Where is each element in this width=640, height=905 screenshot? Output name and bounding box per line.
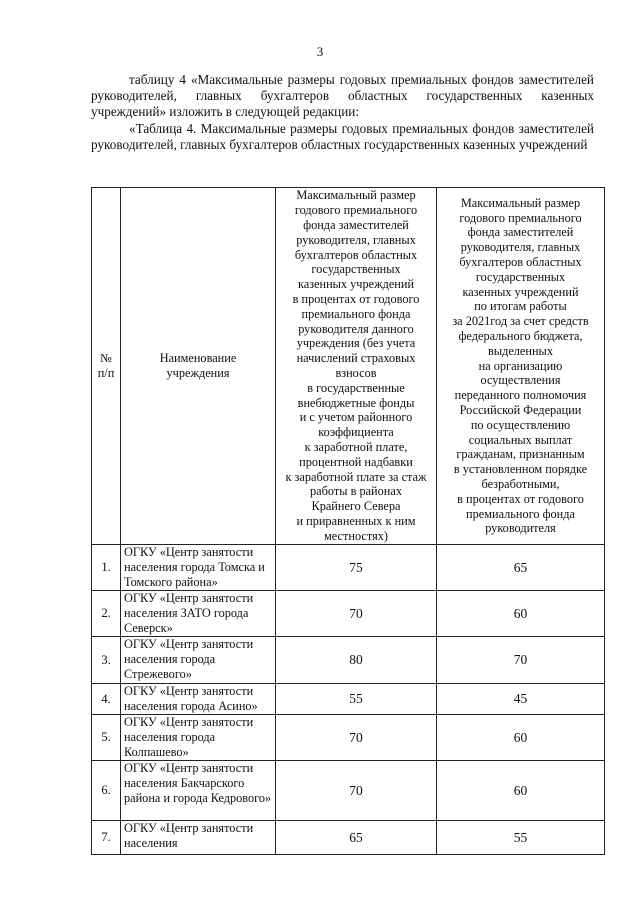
table-header-row xyxy=(92,188,605,545)
institution-name: ОГКУ «Центр занятости населения города Томска и Томского района» xyxy=(121,545,276,591)
regional-percent: 70 xyxy=(276,761,437,821)
institution-name: ОГКУ «Центр занятости населения города Асино» xyxy=(121,684,276,715)
row-number: 2. xyxy=(92,591,121,637)
federal-percent: 60 xyxy=(437,761,605,821)
federal-percent: 45 xyxy=(437,684,605,715)
institution-name: ОГКУ «Центр занятости населения Бакчарского района и города Кедрового» xyxy=(121,761,276,821)
row-number: 6. xyxy=(92,761,121,821)
table-row xyxy=(92,591,605,637)
header-num: № п/п xyxy=(92,188,121,545)
row-number: 7. xyxy=(92,821,121,855)
federal-percent: 60 xyxy=(437,591,605,637)
federal-percent: 55 xyxy=(437,821,605,855)
institution-name: ОГКУ «Центр занятости населения ЗАТО города Северск» xyxy=(121,591,276,637)
federal-percent: 60 xyxy=(437,715,605,761)
table-row xyxy=(92,545,605,591)
intro-text xyxy=(91,72,594,153)
table-row xyxy=(92,637,605,684)
row-number: 3. xyxy=(92,637,121,684)
row-number: 4. xyxy=(92,684,121,715)
regional-percent: 65 xyxy=(276,821,437,855)
institution-name: ОГКУ «Центр занятости населения города Колпашево» xyxy=(121,715,276,761)
premium-fund-table xyxy=(91,187,605,855)
table-row xyxy=(92,761,605,821)
header-max-percent-federal: Максимальный размер годового премиального фонда заместителей руководителя, главных бухгалтеров областных государственных казенных учреждений по итогам работы за 2021год за счет средств федерального бюджета, выделенных на организацию осуществления переданного полномочия Российской Федерации по осуществлению социальных выплат гражданам, признанным в установленном порядке безработными, в процентах от годового премиального фонда руководителя xyxy=(437,188,605,545)
page-number: 3 xyxy=(316,44,324,59)
regional-percent: 75 xyxy=(276,545,437,591)
federal-percent: 65 xyxy=(437,545,605,591)
regional-percent: 70 xyxy=(276,591,437,637)
row-number: 1. xyxy=(92,545,121,591)
institution-name: ОГКУ «Центр занятости населения города Стрежевого» xyxy=(121,637,276,684)
row-number: 5. xyxy=(92,715,121,761)
header-max-percent-regional: Максимальный размер годового премиального фонда заместителей руководителя, главных бухгалтеров областных государственных казенных учреждений в процентах от годового премиального фонда руководителя данного учреждения (без учета начислений страховых взносов в государственные внебюджетные фонды и с учетом районного коэффициента к заработной плате, процентной надбавки к заработной плате за стаж работы в районах Крайнего Севера и приравненных к ним местностях) xyxy=(276,188,437,545)
intro-paragraph-2: «Таблица 4. Максимальные размеры годовых премиальных фондов заместителей руководителей, главных бухгалтеров областных государственных казенных учреждений xyxy=(91,120,594,152)
intro-paragraph-1: таблицу 4 «Максимальные размеры годовых премиальных фондов заместителей руководителей, главных бухгалтеров областных государственных казенных учреждений» изложить в следующей редакции: xyxy=(91,72,594,120)
regional-percent: 80 xyxy=(276,637,437,684)
table-row xyxy=(92,684,605,715)
header-institution: Наименование учреждения xyxy=(121,188,276,545)
institution-name: ОГКУ «Центр занятости населения xyxy=(121,821,276,855)
table-row xyxy=(92,715,605,761)
federal-percent: 70 xyxy=(437,637,605,684)
regional-percent: 55 xyxy=(276,684,437,715)
regional-percent: 70 xyxy=(276,715,437,761)
table-row xyxy=(92,821,605,855)
